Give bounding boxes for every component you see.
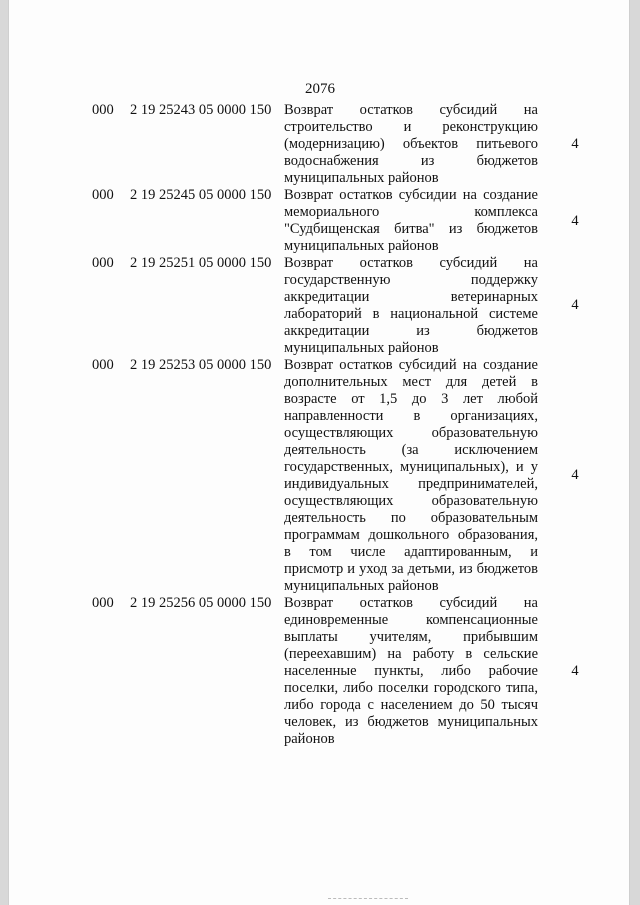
table-row xyxy=(8,595,579,748)
row-amount: 4 xyxy=(571,136,579,152)
admin-code: 000 xyxy=(92,102,114,118)
table-row xyxy=(8,255,579,357)
description-line: населенные пункты, либо рабочие xyxy=(284,663,538,679)
description-line: муниципальных районов xyxy=(284,238,439,254)
row-description xyxy=(284,357,538,595)
description-line: выплаты учителям, прибывшим xyxy=(284,629,538,645)
table-row xyxy=(8,102,579,187)
description-line: Возврат остатков субсидий на xyxy=(284,102,538,118)
description-line: муниципальных районов xyxy=(284,578,439,594)
row-amount: 4 xyxy=(571,663,579,679)
description-line: Возврат остатков субсидии на создание xyxy=(284,187,538,203)
row-amount: 4 xyxy=(571,467,579,483)
description-line: возрасте от 1,5 до 3 лет любой xyxy=(284,391,538,407)
description-line: присмотр и уход за детьми, из бюджетов xyxy=(284,561,538,577)
description-line: либо города с населением до 50 тысяч xyxy=(284,697,538,713)
description-line: государственную поддержку xyxy=(284,272,538,288)
budget-code-table xyxy=(8,102,579,748)
description-line: мемориального комплекса xyxy=(284,204,538,220)
description-line: "Судбищенская битва" из бюджетов xyxy=(284,221,538,237)
table-row xyxy=(8,357,579,595)
description-line: Возврат остатков субсидий на xyxy=(284,255,538,271)
row-amount: 4 xyxy=(571,297,579,313)
admin-code: 000 xyxy=(92,187,114,203)
description-line: строительство и реконструкцию xyxy=(284,119,538,135)
admin-code: 000 xyxy=(92,357,114,373)
description-line: человек, из бюджетов муниципальных xyxy=(284,714,538,730)
budget-classification-code: 2 19 25251 05 0000 150 xyxy=(130,255,272,271)
description-line: единовременные компенсационные xyxy=(284,612,538,628)
description-line: деятельность (за исключением xyxy=(284,442,538,458)
page-number: 2076 xyxy=(305,81,335,97)
description-line: осуществляющих образовательную xyxy=(284,425,538,441)
row-amount: 4 xyxy=(571,213,579,229)
description-line: программам дошкольного образования, xyxy=(284,527,538,543)
row-description xyxy=(284,255,538,357)
description-line: индивидуальных предпринимателей, xyxy=(284,476,538,492)
description-line: лабораторий в национальной системе xyxy=(284,306,538,322)
budget-classification-code: 2 19 25245 05 0000 150 xyxy=(130,187,272,203)
description-line: дополнительных мест для детей в xyxy=(284,374,538,390)
budget-classification-code: 2 19 25253 05 0000 150 xyxy=(130,357,272,373)
description-line: муниципальных районов xyxy=(284,170,439,186)
table-row xyxy=(8,187,579,255)
budget-classification-code: 2 19 25256 05 0000 150 xyxy=(130,595,272,611)
description-line: поселки, либо поселки городского типа, xyxy=(284,680,538,696)
description-line: осуществляющих образовательную xyxy=(284,493,538,509)
description-line: аккредитации из бюджетов xyxy=(284,323,538,339)
row-description xyxy=(284,595,538,748)
description-line: (модернизацию) объектов питьевого xyxy=(284,136,538,152)
admin-code: 000 xyxy=(92,255,114,271)
row-description xyxy=(284,187,538,255)
document-page xyxy=(8,0,630,905)
description-line: Возврат остатков субсидий на xyxy=(284,595,538,611)
description-line: районов xyxy=(284,731,335,747)
budget-classification-code: 2 19 25243 05 0000 150 xyxy=(130,102,272,118)
admin-code: 000 xyxy=(92,595,114,611)
description-line: (переехавшим) на работу в сельские xyxy=(284,646,538,662)
description-line: направленности в организациях, xyxy=(284,408,538,424)
description-line: Возврат остатков субсидий на создание xyxy=(284,357,538,373)
description-line: в том числе адаптированным, и xyxy=(284,544,538,560)
description-line: водоснабжения из бюджетов xyxy=(284,153,538,169)
row-description xyxy=(284,102,538,187)
description-line: государственных, муниципальных), и у xyxy=(284,459,538,475)
description-line: аккредитации ветеринарных xyxy=(284,289,538,305)
scan-artifact xyxy=(328,898,408,901)
description-line: деятельность по образовательным xyxy=(284,510,538,526)
description-line: муниципальных районов xyxy=(284,340,439,356)
